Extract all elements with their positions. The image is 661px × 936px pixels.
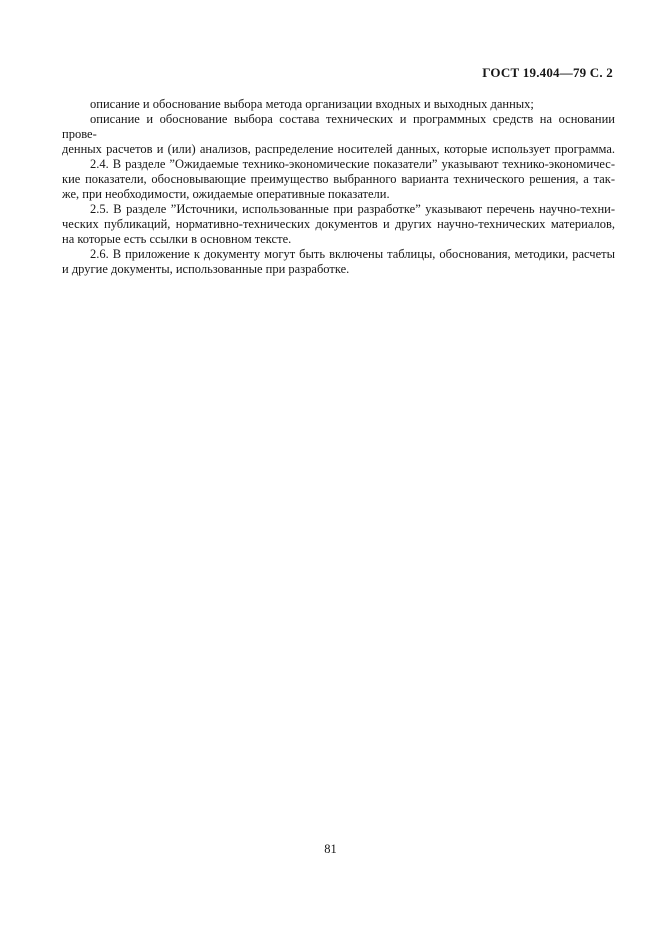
text-line: и другие документы, использованные при разработке. bbox=[62, 262, 350, 276]
document-body bbox=[62, 97, 615, 277]
paragraph bbox=[62, 247, 615, 277]
paragraph bbox=[62, 97, 615, 112]
text-line: денных расчетов и (или) анализов, распределение носителей данных, которые использует программа. bbox=[62, 142, 615, 156]
page-number: 81 bbox=[324, 842, 337, 856]
text-line: описание и обоснование выбора метода организации входных и выходных данных; bbox=[90, 97, 534, 111]
text-line: кие показатели, обосновывающие преимущество выбранного варианта технического решения, а так- bbox=[62, 172, 615, 186]
text-line: 2.5. В разделе ”Источники, использованные при разработке” указывают перечень научно-техни- bbox=[90, 202, 615, 216]
text-line: ческих публикаций, нормативно-технических документов и других научно-технических материалов, bbox=[62, 217, 615, 231]
text-line: же, при необходимости, ожидаемые оперативные показатели. bbox=[62, 187, 390, 201]
text-line: 2.6. В приложение к документу могут быть включены таблицы, обоснования, методики, расчеты bbox=[90, 247, 615, 261]
paragraph bbox=[62, 202, 615, 247]
paragraph bbox=[62, 112, 615, 157]
paragraph bbox=[62, 157, 615, 202]
text-line: описание и обоснование выбора состава технических и программных средств на основании прове- bbox=[62, 112, 615, 141]
text-line: на которые есть ссылки в основном тексте. bbox=[62, 232, 292, 246]
document-header: ГОСТ 19.404—79 С. 2 bbox=[482, 65, 613, 80]
text-line: 2.4. В разделе ”Ожидаемые технико-экономические показатели” указывают технико-экономичес- bbox=[90, 157, 615, 171]
